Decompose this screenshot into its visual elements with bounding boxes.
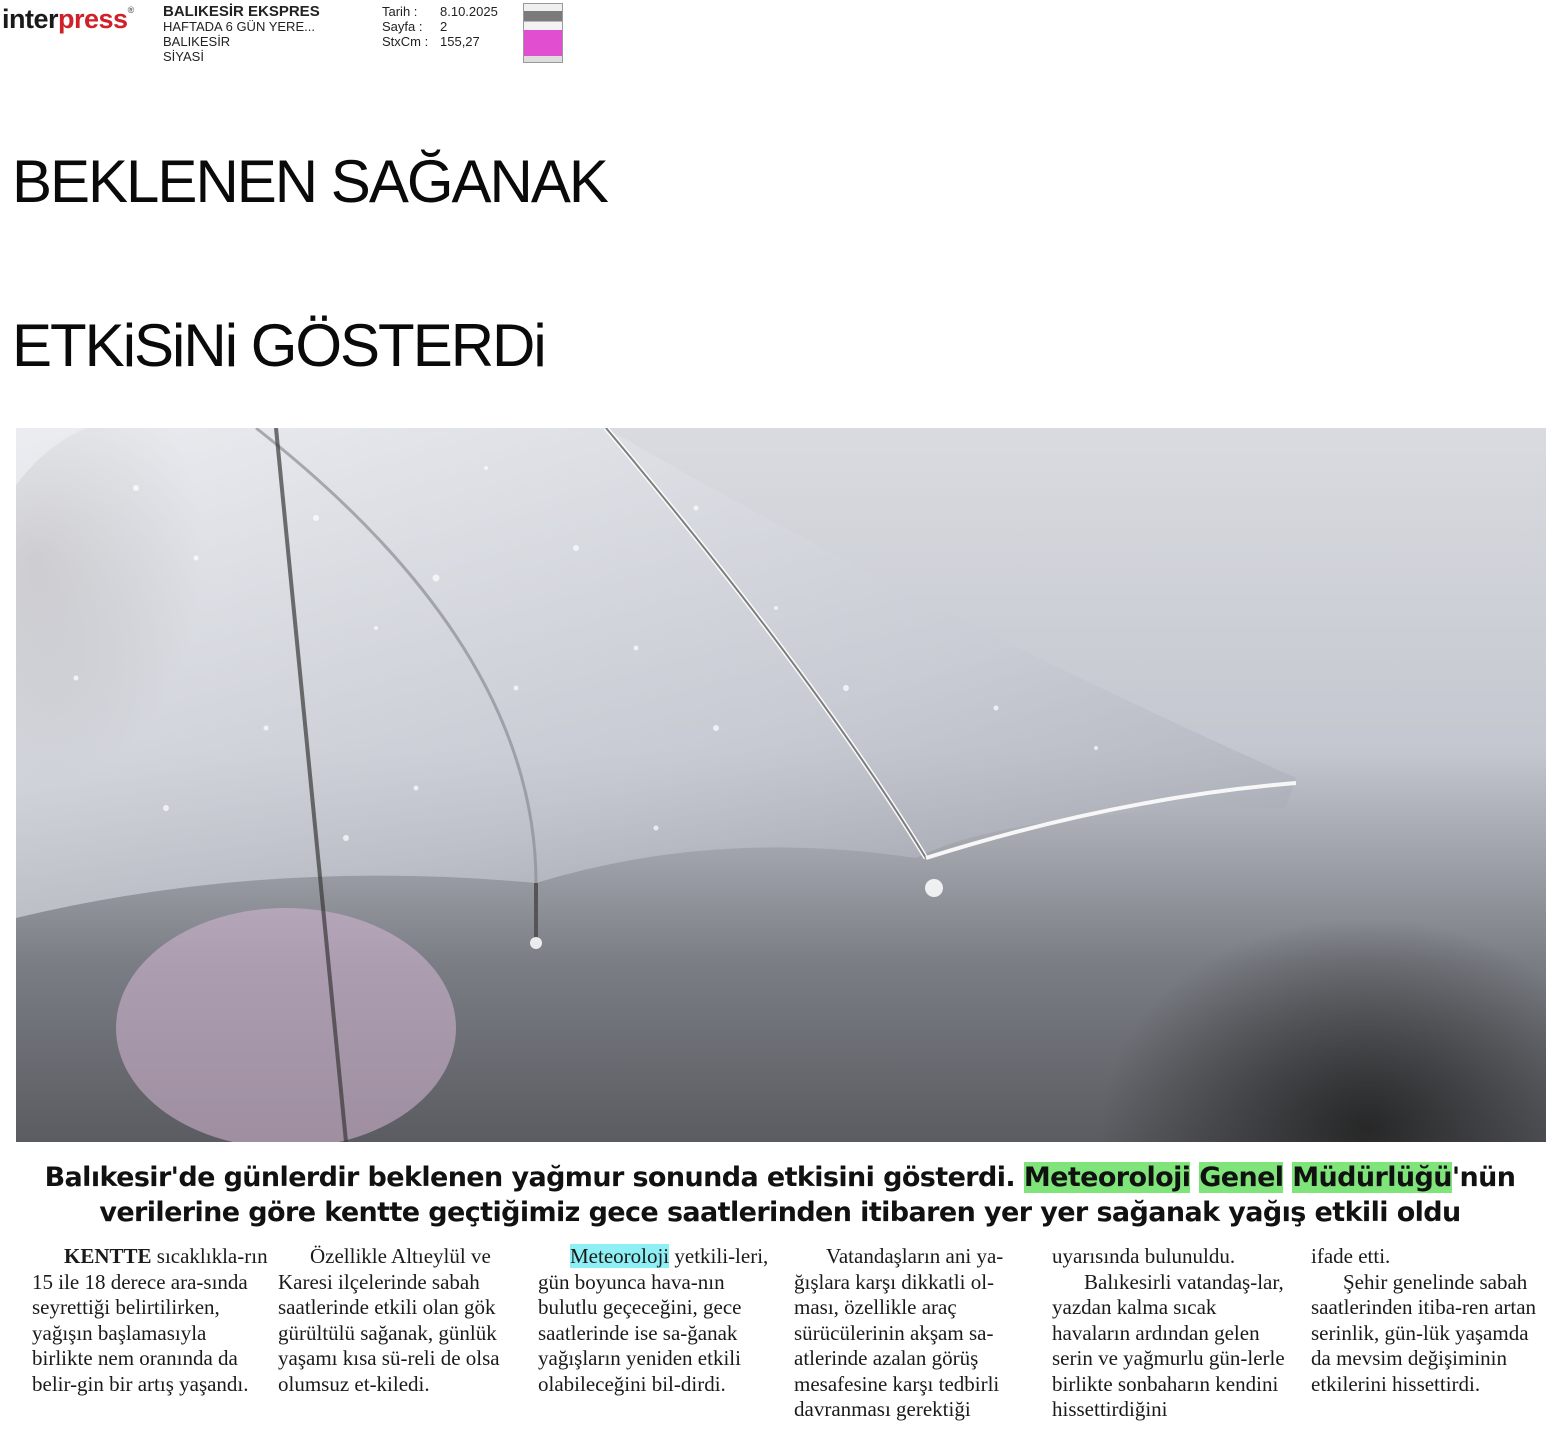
publication-name: BALIKESİR EKSPRES bbox=[163, 3, 320, 20]
deck-text-1: Balıkesir'de günlerdir beklenen yağmur sonunda etkisini gösterdi. bbox=[44, 1162, 1024, 1193]
headline-line-2: ETKiSiNi GÖSTERDi bbox=[12, 312, 545, 379]
meta-label-page: Sayfa : bbox=[382, 19, 423, 34]
body-column-5 bbox=[1052, 1244, 1288, 1423]
article-photo-umbrella-rain bbox=[16, 428, 1546, 1142]
publication-city: BALIKESİR bbox=[163, 34, 231, 49]
meta-label-date: Tarih : bbox=[382, 4, 418, 19]
deck-line-2: verilerine göre kentte geçtiğimiz gece saatlerinden itibaren yer yer sağanak yağış etkili oldu bbox=[99, 1197, 1461, 1228]
publication-section: SİYASİ bbox=[163, 49, 204, 64]
umbrella-illustration bbox=[16, 428, 1546, 1142]
body-column-4 bbox=[794, 1244, 1030, 1423]
body-column-3 bbox=[538, 1244, 774, 1397]
body-paragraph-6b: Şehir genelinde sabah saatlerinden itiba-ren artan serinlik, gün-lük yaşamda da mevsim değişiminin etkilerini hissettirdi. bbox=[1311, 1269, 1537, 1396]
article-body bbox=[16, 1244, 1546, 1429]
column-3-text: yetkili-leri, gün boyunca hava-nın bulutlu geçeceğini, gece saatlerinde ise sa-ğanak yağışların yeniden etkili olabileceğini bil-dirdi. bbox=[538, 1244, 769, 1396]
meta-label-stxcm: StxCm : bbox=[382, 34, 429, 49]
clipping-meta bbox=[382, 4, 498, 49]
body-paragraph-5a: uyarısında bulunuldu. bbox=[1052, 1244, 1236, 1268]
deck-highlight-meteoroloji: Meteoroloji bbox=[1023, 1162, 1191, 1193]
interpress-logo bbox=[2, 6, 134, 33]
body-highlight-meteoroloji: Meteoroloji bbox=[570, 1244, 670, 1268]
deck-highlight-mudurlugu: Müdürlüğü bbox=[1292, 1162, 1452, 1193]
publication-info bbox=[163, 4, 320, 64]
publication-frequency: HAFTADA 6 GÜN YERE... bbox=[163, 19, 315, 34]
body-paragraph-4: Vatandaşların ani ya-ğışlara karşı dikkatli ol-ması, özellikle araç sürücülerinin akşam sa-atlerinde azalan görüş mesafesine karşı tedbirli davranması gerektiği bbox=[794, 1244, 1004, 1421]
meta-value-stxcm: 155,27 bbox=[440, 34, 480, 49]
lead-word: KENTTE bbox=[64, 1244, 152, 1268]
body-column-2 bbox=[278, 1244, 514, 1397]
article-deck bbox=[20, 1160, 1540, 1230]
meta-value-page: 2 bbox=[440, 19, 448, 34]
deck-text-tail: 'nün bbox=[1451, 1162, 1516, 1193]
body-paragraph-6a: ifade etti. bbox=[1311, 1244, 1391, 1268]
headline-line-1: BEKLENEN SAĞANAK bbox=[12, 148, 607, 215]
meta-value-date: 8.10.2025 bbox=[440, 4, 498, 19]
logo-part-press: press bbox=[58, 4, 128, 34]
body-column-1 bbox=[32, 1244, 268, 1397]
article-headline bbox=[12, 100, 1552, 428]
logo-registered-mark: ® bbox=[127, 5, 134, 15]
body-paragraph-2: Özellikle Altıeylül ve Karesi ilçelerinde sabah saatlerinde etkili olan gök gürültülü sağanak, günlük yaşamı kısa sü-reli de olsa olumsuz et-kiledi. bbox=[278, 1244, 500, 1396]
body-column-6 bbox=[1311, 1244, 1547, 1397]
deck-highlight-genel: Genel bbox=[1199, 1162, 1284, 1193]
column-1-text: sıcaklıkla-rın 15 ile 18 derece ara-sında seyrettiği belirtilirken, yağışın başlamasıyla birlikte nem oranında da belir-gin bir artış yaşandı. bbox=[32, 1244, 268, 1396]
logo-part-inter: inter bbox=[2, 4, 59, 34]
body-paragraph-3 bbox=[538, 1244, 774, 1397]
body-paragraph-5b: Balıkesirli vatandaş-lar, yazdan kalma sıcak havaların ardından gelen serin ve yağmurlu gün-lerle birlikte sonbaharın kendini hissettirdiğini bbox=[1052, 1269, 1285, 1421]
deck-line-1 bbox=[20, 1160, 1540, 1195]
body-paragraph-1 bbox=[32, 1244, 268, 1397]
page-thumbnail[interactable] bbox=[523, 3, 563, 63]
